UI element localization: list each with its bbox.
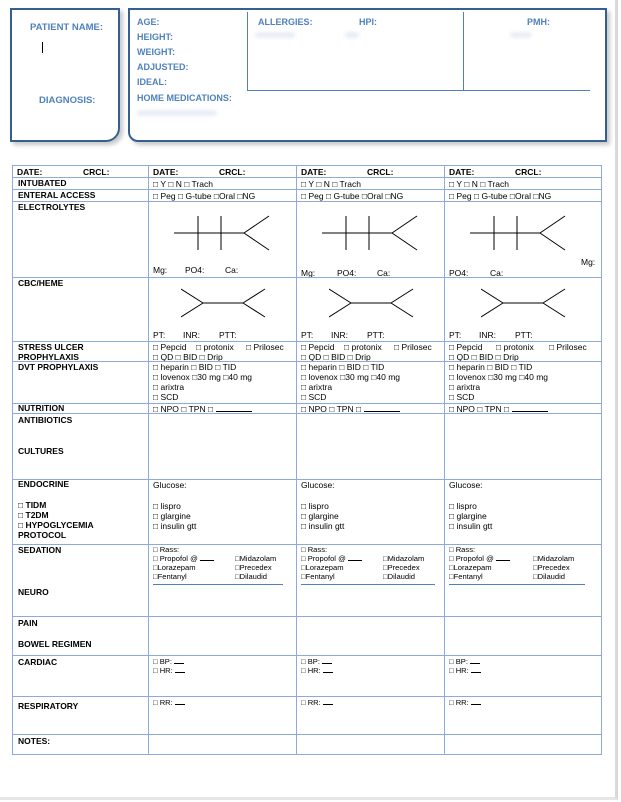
row-label: PAIN: [18, 618, 38, 628]
checkbox-option[interactable]: [153, 698, 185, 708]
field-label: DATE:: [449, 167, 475, 177]
table-cell: [13, 342, 148, 361]
checkbox-option[interactable]: □ lispro: [449, 501, 477, 511]
checkbox-option[interactable]: □ Pepcid: [153, 342, 187, 352]
checkbox-option[interactable]: [301, 666, 333, 676]
row-label: RESPIRATORY: [18, 701, 79, 711]
checkbox-option[interactable]: □ Prilosec: [246, 342, 284, 352]
diagnosis-label: DIAGNOSIS:: [39, 95, 96, 106]
checkbox-option[interactable]: [449, 666, 481, 676]
row-label: ELECTROLYTES: [18, 202, 86, 212]
row-label: □ HYPOGLYCEMIA: [18, 520, 94, 530]
table-cell: [444, 178, 601, 189]
divider: [247, 90, 590, 91]
checkbox-option[interactable]: □ insulin gtt: [301, 521, 345, 531]
option-text: □ Propofol @: [301, 554, 346, 563]
antibiotics-entry[interactable]: [148, 414, 296, 479]
checkbox-option[interactable]: □ Rass:: [153, 545, 180, 554]
notes-entry[interactable]: [296, 735, 444, 755]
electrolyte-fishbone: [174, 214, 274, 254]
divider: [153, 584, 283, 585]
option-text: □ Propofol @: [153, 554, 198, 563]
field-label: CRCL:: [367, 167, 394, 177]
pain-entry[interactable]: [444, 617, 601, 655]
adjusted-label: ADJUSTED:: [137, 62, 189, 72]
option-text: □ BP:: [301, 657, 320, 666]
row-label: ENTERAL ACCESS: [18, 190, 96, 200]
checkbox-option[interactable]: □Lorazepam: [153, 563, 196, 572]
option-text: □ NPO □ TPN □: [449, 404, 510, 413]
table-row: [13, 697, 601, 735]
table-cell: [148, 480, 296, 544]
patient-details-box: [128, 8, 607, 142]
weight-label: WEIGHT:: [137, 47, 175, 57]
checkbox-option[interactable]: □Lorazepam: [301, 563, 344, 572]
row-label: CARDIAC: [18, 657, 58, 667]
notes-entry[interactable]: [444, 735, 601, 755]
row-label: CULTURES: [18, 446, 64, 456]
checkbox-option[interactable]: □ heparin □ BID □ TID: [153, 362, 237, 372]
checkbox-option[interactable]: [153, 404, 252, 413]
table-cell: [296, 697, 444, 734]
table-cell: [444, 342, 601, 361]
checkbox-option[interactable]: □ Y □ N □ Trach: [301, 179, 361, 189]
checkbox-option[interactable]: □ Pepcid: [449, 342, 483, 352]
table-row: [13, 480, 601, 545]
row-label: STRESS ULCER: [18, 342, 84, 352]
daily-flowsheet-table: [12, 165, 602, 755]
table-row: [13, 617, 601, 656]
table-cell: [13, 735, 148, 755]
checkbox-option[interactable]: □ insulin gtt: [153, 521, 197, 531]
checkbox-option[interactable]: □ heparin □ BID □ TID: [449, 362, 533, 372]
field-label: Glucose:: [153, 480, 187, 490]
table-cell: [296, 178, 444, 189]
table-cell: [13, 545, 148, 616]
blank-line-input[interactable]: [471, 666, 481, 673]
table-cell: [148, 202, 296, 277]
checkbox-option[interactable]: □Lorazepam: [449, 563, 492, 572]
checkbox-option[interactable]: □ protonix: [196, 342, 234, 352]
checkbox-option[interactable]: □ arixtra: [449, 382, 481, 392]
row-label: ENDOCRINE: [18, 480, 70, 489]
field-label: PTT:: [367, 330, 385, 340]
table-cell: [148, 656, 296, 696]
checkbox-option[interactable]: □ arixtra: [153, 382, 185, 392]
checkbox-option[interactable]: □ insulin gtt: [449, 521, 493, 531]
cbc-fishbone: [481, 287, 571, 319]
checkbox-option[interactable]: □ Rass:: [301, 545, 328, 554]
row-label: PROTOCOL: [18, 530, 67, 540]
field-label: PTT:: [219, 330, 237, 340]
blank-line-input[interactable]: [471, 698, 481, 705]
table-cell: [13, 202, 148, 277]
checkbox-option[interactable]: □ lovenox □30 mg □40 mg: [153, 372, 253, 382]
table-cell: [444, 202, 601, 277]
table-cell: [296, 278, 444, 341]
option-text: □ Propofol @: [449, 554, 494, 563]
table-cell: [13, 617, 148, 655]
table-cell: [148, 404, 296, 413]
pmh-label: PMH:: [527, 17, 550, 27]
row-label: SEDATION: [18, 545, 62, 555]
option-text: □ NPO □ TPN □: [301, 404, 362, 413]
blank-line-input[interactable]: [512, 405, 548, 412]
table-cell: [444, 480, 601, 544]
table-cell: [13, 190, 148, 201]
redacted-text: [345, 32, 359, 38]
field-label: Mg:: [581, 257, 596, 267]
checkbox-option[interactable]: □ glargine: [301, 511, 339, 521]
option-text: □ HR:: [301, 666, 321, 675]
field-label: Mg:: [301, 268, 316, 277]
checkbox-option[interactable]: □Dilaudid: [383, 572, 416, 581]
option-text: □ BP:: [449, 657, 468, 666]
divider: [449, 584, 585, 585]
table-cell: [296, 342, 444, 361]
table-row: [13, 735, 601, 755]
field-label: PO4:: [449, 268, 469, 277]
table-row: [13, 342, 601, 362]
table-cell: [13, 697, 148, 734]
table-cell: [13, 480, 148, 544]
field-label: PT:: [153, 330, 166, 340]
checkbox-option[interactable]: □ QD □ BID □ Drip: [449, 352, 519, 361]
home-medications-label: HOME MEDICATIONS:: [137, 93, 232, 103]
blank-line-input[interactable]: [200, 554, 214, 561]
checkbox-option[interactable]: [301, 698, 333, 708]
checkbox-option[interactable]: □Precedex: [533, 563, 570, 572]
blank-line-input[interactable]: [364, 405, 400, 412]
checkbox-option[interactable]: □ arixtra: [301, 382, 333, 392]
checkbox-option[interactable]: □ lispro: [153, 501, 181, 511]
table-cell: [13, 278, 148, 341]
allergies-label: ALLERGIES:: [258, 17, 313, 27]
field-label: PO4:: [185, 265, 205, 275]
checkbox-option[interactable]: □Fentanyl: [301, 572, 335, 581]
field-label: CRCL:: [219, 167, 246, 177]
row-label: PROPHYLAXIS: [18, 352, 79, 361]
table-cell: [444, 166, 601, 177]
field-label: INR:: [331, 330, 348, 340]
antibiotics-entry[interactable]: [296, 414, 444, 479]
blank-line-input[interactable]: [470, 657, 480, 664]
table-cell: [148, 166, 296, 177]
redacted-text: [255, 32, 295, 38]
checkbox-option[interactable]: □Dilaudid: [235, 572, 268, 581]
checkbox-option[interactable]: □ protonix: [496, 342, 534, 352]
table-cell: [148, 697, 296, 734]
row-label: NOTES:: [18, 736, 51, 746]
table-cell: [296, 202, 444, 277]
table-row: [13, 166, 601, 178]
checkbox-option[interactable]: □ Pepcid: [301, 342, 335, 352]
age-label: AGE:: [137, 17, 160, 27]
checkbox-option[interactable]: □ lispro: [301, 501, 329, 511]
field-label: Ca:: [225, 265, 239, 275]
table-row: [13, 545, 601, 617]
pain-entry[interactable]: [296, 617, 444, 655]
blank-line-input[interactable]: [174, 657, 184, 664]
checkbox-option[interactable]: □Precedex: [235, 563, 272, 572]
field-label: Ca:: [490, 268, 504, 277]
checkbox-option[interactable]: □Fentanyl: [449, 572, 483, 581]
table-cell: [444, 545, 601, 616]
blank-line-input[interactable]: [322, 657, 332, 664]
table-cell: [296, 166, 444, 177]
checkbox-option[interactable]: □ Peg □ G-tube □Oral □NG: [449, 191, 552, 201]
table-cell: [13, 656, 148, 696]
option-text: □ BP:: [153, 657, 172, 666]
blank-line-input[interactable]: [496, 554, 510, 561]
table-cell: [296, 480, 444, 544]
option-text: □ RR:: [153, 698, 173, 707]
row-label: NEURO: [18, 587, 49, 597]
option-text: □ HR:: [449, 666, 469, 675]
checkbox-option[interactable]: □ Prilosec: [549, 342, 587, 352]
field-label: DATE:: [153, 167, 179, 177]
field-label: Ca:: [377, 268, 391, 277]
field-label: PTT:: [515, 330, 533, 340]
checkbox-option[interactable]: □ protonix: [344, 342, 382, 352]
checkbox-option[interactable]: □ Y □ N □ Trach: [449, 179, 509, 189]
row-label: □ T2DM: [18, 510, 49, 520]
checkbox-option[interactable]: □ Peg □ G-tube □Oral □NG: [153, 191, 256, 201]
field-label: PO4:: [337, 268, 357, 277]
hpi-label: HPI:: [359, 17, 377, 27]
patient-name-label: PATIENT NAME:: [30, 22, 104, 33]
blank-line-input[interactable]: [348, 554, 362, 561]
table-cell: [13, 404, 148, 413]
checkbox-option[interactable]: [449, 404, 548, 413]
table-row: [13, 414, 601, 480]
field-label: CRCL:: [83, 167, 110, 177]
table-row: [13, 178, 601, 190]
table-cell: [296, 656, 444, 696]
table-cell: [13, 414, 148, 479]
checkbox-option[interactable]: □Midazolam: [533, 554, 575, 563]
blank-line-input[interactable]: [175, 698, 185, 705]
checkbox-option[interactable]: [301, 404, 400, 413]
table-row: [13, 656, 601, 697]
table-cell: [444, 404, 601, 413]
text-cursor[interactable]: [42, 42, 43, 53]
antibiotics-entry[interactable]: [444, 414, 601, 479]
option-text: □ RR:: [301, 698, 321, 707]
table-cell: [148, 178, 296, 189]
table-cell: [148, 545, 296, 616]
field-label: INR:: [183, 330, 200, 340]
electrolyte-fishbone: [470, 214, 570, 254]
table-cell: [444, 656, 601, 696]
field-label: CRCL:: [515, 167, 542, 177]
patient-info-box: [10, 8, 120, 142]
field-label: Glucose:: [449, 480, 483, 490]
electrolyte-fishbone: [322, 214, 422, 254]
blank-line-input[interactable]: [323, 698, 333, 705]
blank-line-input[interactable]: [323, 666, 333, 673]
table-row: [13, 404, 601, 414]
field-label: Glucose:: [301, 480, 335, 490]
checkbox-option[interactable]: □Precedex: [383, 563, 420, 572]
checkbox-option[interactable]: □ heparin □ BID □ TID: [301, 362, 385, 372]
checkbox-option[interactable]: □ QD □ BID □ Drip: [153, 352, 223, 361]
checkbox-option[interactable]: □ SCD: [153, 392, 179, 402]
row-label: □ TIDM: [18, 500, 47, 510]
checkbox-option[interactable]: □ Prilosec: [394, 342, 432, 352]
field-label: Mg:: [153, 265, 168, 275]
row-label: NUTRITION: [18, 404, 65, 413]
table-cell: [444, 362, 601, 403]
checkbox-option[interactable]: [153, 666, 185, 676]
table-cell: [296, 362, 444, 403]
ideal-label: IDEAL:: [137, 77, 167, 87]
table-cell: [13, 166, 148, 177]
table-row: [13, 362, 601, 404]
row-label: CBC/HEME: [18, 278, 64, 288]
cbc-fishbone: [181, 287, 271, 319]
checkbox-option[interactable]: □ lovenox □30 mg □40 mg: [449, 372, 549, 382]
height-label: HEIGHT:: [137, 32, 173, 42]
table-cell: [13, 178, 148, 189]
checkbox-option[interactable]: □ QD □ BID □ Drip: [301, 352, 371, 361]
checkbox-option[interactable]: □ lovenox □30 mg □40 mg: [301, 372, 401, 382]
table-row: [13, 278, 601, 342]
checkbox-option[interactable]: □ glargine: [153, 511, 191, 521]
checkbox-option[interactable]: □Dilaudid: [533, 572, 566, 581]
checkbox-option[interactable]: [449, 698, 481, 708]
option-text: □ NPO □ TPN □: [153, 404, 214, 413]
field-label: INR:: [479, 330, 496, 340]
field-label: PT:: [301, 330, 314, 340]
table-cell: [148, 362, 296, 403]
table-cell: [444, 190, 601, 201]
table-cell: [13, 362, 148, 403]
table-row: [13, 190, 601, 202]
option-text: □ RR:: [449, 698, 469, 707]
table-cell: [444, 697, 601, 734]
field-label: PT:: [449, 330, 462, 340]
blank-line-input[interactable]: [216, 405, 252, 412]
pain-entry[interactable]: [148, 617, 296, 655]
table-cell: [148, 342, 296, 361]
row-label: INTUBATED: [18, 178, 67, 188]
checkbox-option[interactable]: □ SCD: [301, 392, 327, 402]
option-text: □ HR:: [153, 666, 173, 675]
checkbox-option[interactable]: □ Y □ N □ Trach: [153, 179, 213, 189]
divider: [301, 584, 435, 585]
field-label: DATE:: [301, 167, 327, 177]
table-cell: [296, 545, 444, 616]
table-cell: [148, 278, 296, 341]
row-label: DVT PROPHYLAXIS: [18, 362, 99, 372]
blank-line-input[interactable]: [175, 666, 185, 673]
row-label: BOWEL REGIMEN: [18, 639, 92, 649]
checkbox-option[interactable]: □ Rass:: [449, 545, 476, 554]
table-row: [13, 202, 601, 278]
checkbox-option[interactable]: □ SCD: [449, 392, 475, 402]
table-cell: [296, 404, 444, 413]
table-cell: [296, 190, 444, 201]
redacted-text: [137, 110, 217, 116]
checkbox-option[interactable]: □ glargine: [449, 511, 487, 521]
checkbox-option[interactable]: □ Peg □ G-tube □Oral □NG: [301, 191, 404, 201]
divider: [247, 12, 248, 91]
table-cell: [444, 278, 601, 341]
checkbox-option[interactable]: □Midazolam: [235, 554, 277, 563]
row-label: ANTIBIOTICS: [18, 415, 73, 425]
table-cell: [148, 190, 296, 201]
divider: [463, 12, 464, 90]
cbc-fishbone: [329, 287, 419, 319]
checkbox-option[interactable]: □Fentanyl: [153, 572, 187, 581]
notes-entry[interactable]: [148, 735, 296, 755]
redacted-text: [510, 32, 532, 38]
field-label: DATE:: [17, 167, 43, 177]
checkbox-option[interactable]: □Midazolam: [383, 554, 425, 563]
